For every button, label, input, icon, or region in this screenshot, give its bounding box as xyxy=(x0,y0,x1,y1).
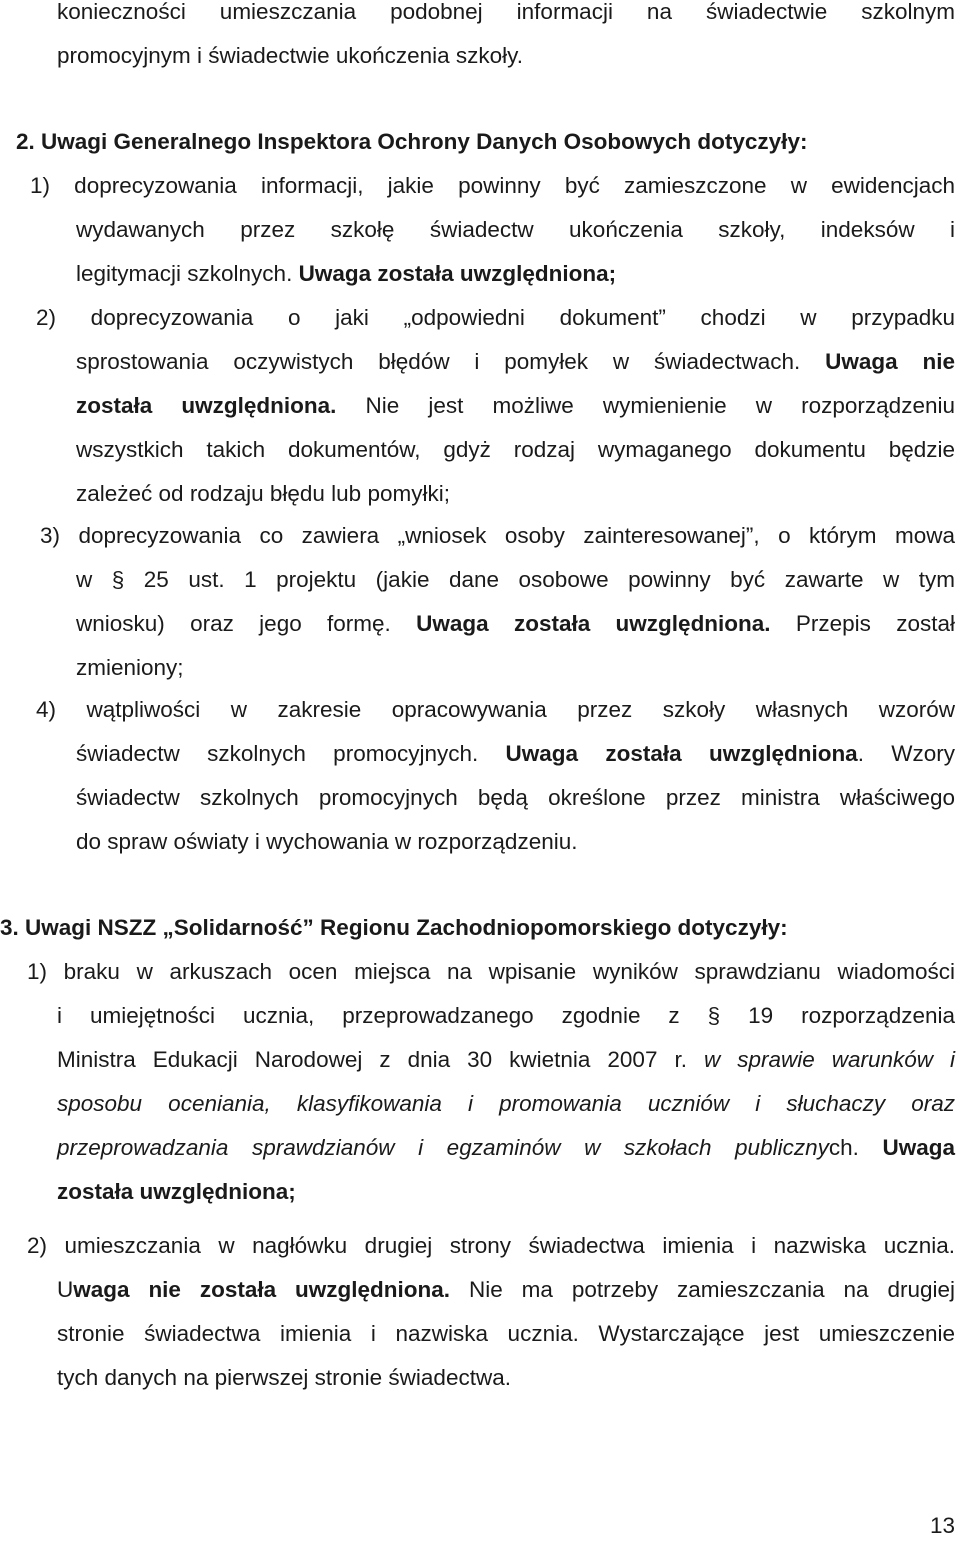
s2-item-3: 3) doprecyzowania co zawiera „wniosek osoby zainteresowanej”, o którym mowa w § 25 ust. 1 projektu (jakie dane osobowe powinny być zawarte w tym wniosku) oraz jego formę. Uwaga została uwzględniona. Przepis został zmieniony; xyxy=(40,523,956,680)
s3-item-1: 1) braku w arkuszach ocen miejsca na wpisanie wyników sprawdzianu wiadomości i umiejętności ucznia, przeprowadzanego zgodnie z § 19 rozporządzenia Ministra Edukacji Narodowej z dnia 30 kwietnia 2007 r. w sprawie warunków i sposobu oceniania, klasyfikowania i promowania uczniów i słuchaczy oraz przeprowadzania sprawdzianów i egzaminów w szkołach publicznych. Uwaga została uwzględniona; xyxy=(27,959,955,1204)
s2-item-2: 2) doprecyzowania o jaki „odpowiedni dokument” chodzi w przypadku sprostowania oczywistych błędów i pomyłek w świadectwach. Uwaga nie została uwzględniona. Nie jest możliwe wymienienie w rozporządzeniu wszystkich takich dokumentów, gdyż rodzaj wymaganego dokumentu będzie zależeć od rodzaju błędu lub pomyłki; xyxy=(36,305,955,506)
s3-item-2: 2) umieszczania w nagłówku drugiej strony świadectwa imienia i nazwiska ucznia. Uwaga nie została uwzględniona. Nie ma potrzeby zamieszczania na drugiej stronie świadectwa imienia i nazwiska ucznia. Wystarczające jest umieszczenie tych danych na pierwszej stronie świadectwa. xyxy=(27,1233,956,1390)
s2-item-4: 4) wątpliwości w zakresie opracowywania przez szkoły własnych wzorów świadectw szkolnych promocyjnych. Uwaga została uwzględniona. Wzory świadectw szkolnych promocyjnych będą określone przez ministra właściwego do spraw oświaty i wychowania w rozporządzeniu. xyxy=(36,697,956,854)
section-2-heading: 2. Uwagi Generalnego Inspektora Ochrony Danych Osobowych dotyczyły: xyxy=(16,129,808,154)
section-3-heading: 3. Uwagi NSZZ „Solidarność” Regionu Zachodniopomorskiego dotyczyły: xyxy=(0,915,788,940)
s2-item-1: 1) doprecyzowania informacji, jakie powinny być zamieszczone w ewidencjach wydawanych przez szkołę świadectw ukończenia szkoły, indeksów i legitymacji szkolnych. Uwaga została uwzględniona; xyxy=(30,173,955,286)
intro-paragraph xyxy=(57,0,955,78)
text-line: konieczności umieszczania podobnej informacji na świadectwie szkolnym xyxy=(57,0,955,24)
text-line: promocyjnym i świadectwie ukończenia szkoły. xyxy=(57,43,524,68)
page-number: 13 xyxy=(929,1513,955,1538)
